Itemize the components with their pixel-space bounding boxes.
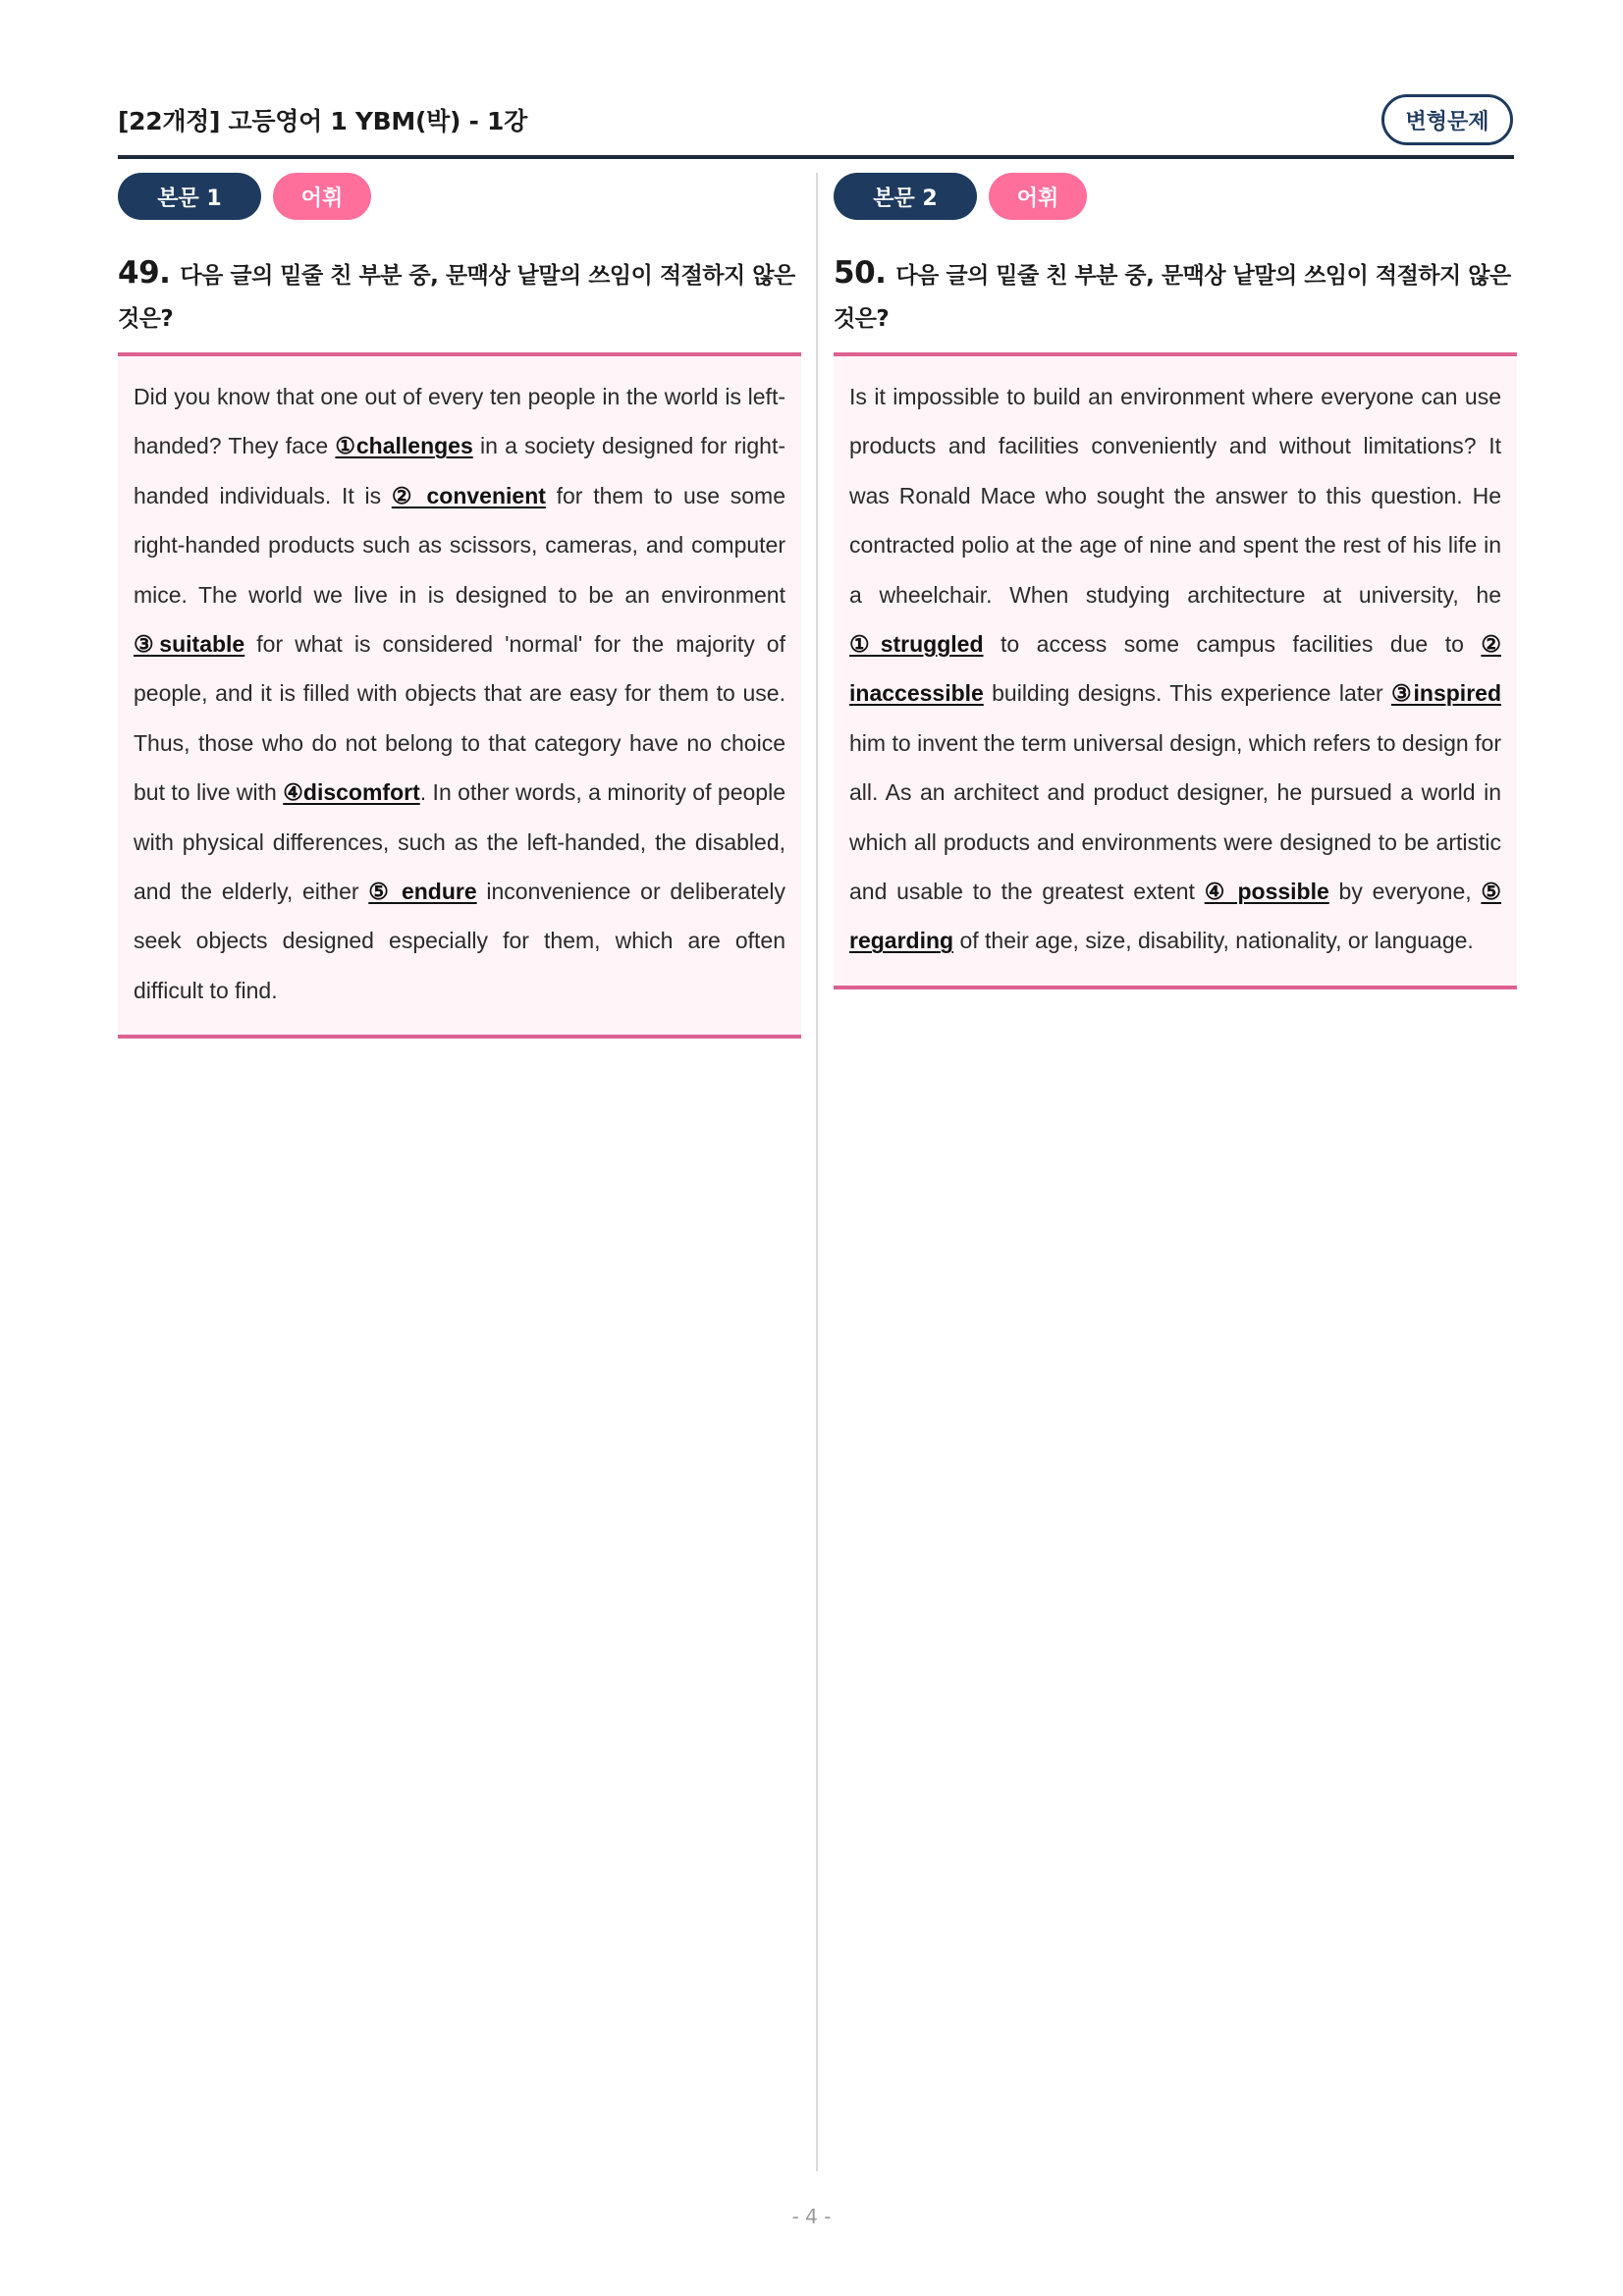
passage-rule	[118, 1035, 801, 1039]
passage-rule	[834, 986, 1517, 989]
type-tag: 어휘	[989, 173, 1087, 220]
underlined-choice-4: ④ possible	[1204, 879, 1329, 905]
passage-text: him to invent the term universal design, which refers to design for all. As an architect and product designer, he pursued a world in which all products and environments were designed to be artistic and usable to the greatest extent	[849, 729, 1501, 905]
underlined-choice-2: ② convenient	[391, 482, 546, 508]
question-prompt	[834, 251, 1517, 341]
header-rule	[118, 155, 1514, 159]
passage-text: to access some campus facilities due to	[983, 631, 1482, 658]
section-tag: 본문 2	[834, 173, 977, 220]
passage-text: of their age, size, disability, nationality, or language.	[953, 928, 1474, 954]
page-header-title: [22개정] 고등영어 1 YBM(박) - 1강	[118, 107, 527, 135]
passage-text: in a society designed for right-handed individuals. It is	[134, 433, 785, 508]
underlined-choice-2: ② inaccessible	[849, 631, 1501, 707]
question-text: 다음 글의 밑줄 친 부분 중, 문맥상 낱말의 쓰임이 적절하지 않은 것은?	[118, 263, 795, 332]
passage-text: Did you know that one out of every ten people in the world is left-handed? They face	[134, 384, 785, 459]
question-number: 50.	[834, 255, 887, 291]
passage-text: for them to use some right-handed products such as scissors, cameras, and computer mice. The world we live in is designed to be an environment	[134, 482, 785, 608]
passage-text: Is it impossible to build an environment where everyone can use products and facilities conveniently and without limitations? It was Ronald Mace who sought the answer to this question. He contracted polio at the age of nine and spent the rest of his life in a wheelchair. When studying architecture at university, he	[849, 384, 1501, 608]
question-49-column	[118, 173, 801, 1039]
question-prompt	[118, 251, 801, 341]
variant-question-badge: 변형문제	[1381, 94, 1513, 145]
passage-box	[118, 356, 801, 1035]
underlined-choice-5: ⑤ endure	[368, 879, 477, 905]
question-number: 49.	[118, 255, 171, 291]
passage-text: building designs. This experience later	[983, 680, 1391, 707]
passage-text: inconvenience or deliberately seek objects designed especially for them, which are often difficult to find.	[134, 879, 785, 1003]
question-text: 다음 글의 밑줄 친 부분 중, 문맥상 낱말의 쓰임이 적절하지 않은 것은?	[834, 263, 1511, 332]
underlined-choice-1: ①challenges	[335, 433, 473, 459]
question-50-column	[834, 173, 1517, 989]
underlined-choice-3: ③suitable	[134, 631, 245, 658]
tag-row	[118, 173, 801, 222]
underlined-choice-3: ③inspired	[1390, 680, 1501, 707]
underlined-choice-5: ⑤ regarding	[849, 879, 1502, 954]
type-tag: 어휘	[273, 173, 371, 220]
underlined-choice-1: ①struggled	[849, 631, 984, 658]
page-number: - 4 -	[791, 2205, 832, 2228]
passage-text: . In other words, a minority of people with physical differences, such as the left-handed, the disabled, and the elderly, either	[134, 779, 785, 905]
passage-box	[834, 356, 1517, 986]
passage-text: by everyone,	[1328, 879, 1482, 905]
passage-text: for what is considered 'normal' for the majority of people, and it is filled with objects that are easy for them to use. Thus, those who do not belong to that category have no choice but to live with	[134, 631, 785, 806]
tag-row	[834, 173, 1517, 222]
column-divider	[816, 173, 818, 2171]
section-tag: 본문 1	[118, 173, 261, 220]
underlined-choice-4: ④discomfort	[283, 779, 420, 806]
